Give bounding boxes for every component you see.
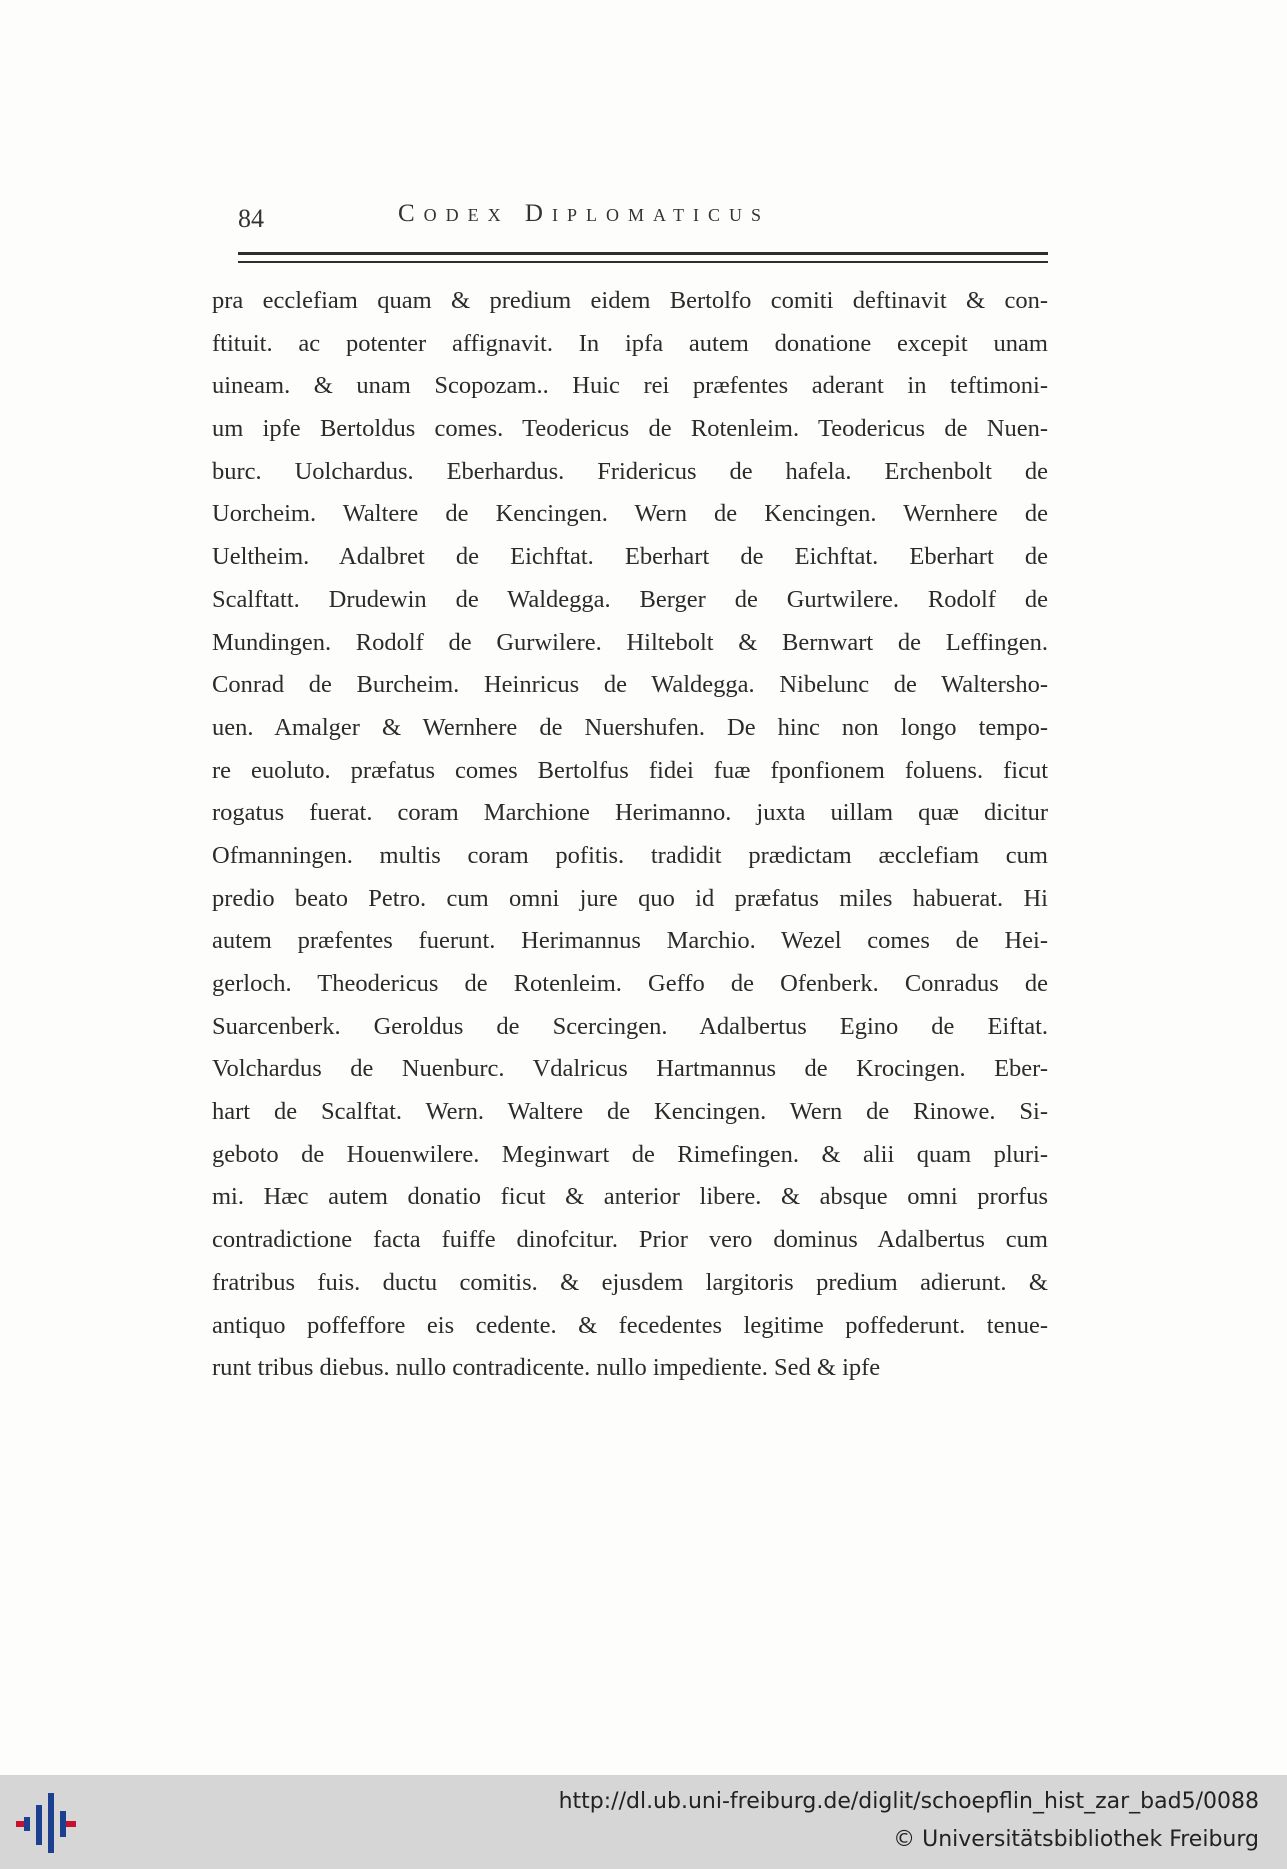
text-line: Mundingen. Rodolf de Gurwilere. Hiltebolt & Bernwart de Leffingen. bbox=[212, 628, 1048, 656]
page-number: 84 bbox=[238, 204, 264, 233]
text-line: uen. Amalger & Wernhere de Nuershufen. De hinc non longo tempo- bbox=[212, 713, 1048, 741]
ub-freiburg-logo-icon[interactable] bbox=[16, 1793, 80, 1855]
text-line: contradictione facta fuiffe dinofcitur. Prior vero dominus Adalbertus cum bbox=[212, 1226, 1048, 1254]
header-double-rule bbox=[238, 252, 1048, 266]
text-line: geboto de Houenwilere. Meginwart de Rimefingen. & alii quam pluri- bbox=[212, 1140, 1048, 1168]
text-line: pra ecclefiam quam & predium eidem Bertolfo comiti deftinavit & con- bbox=[212, 287, 1048, 314]
header-rule-thin bbox=[238, 261, 1048, 263]
text-line: runt tribus diebus. nullo contradicente. nullo impediente. Sed & ipfe bbox=[212, 1354, 881, 1382]
page-header bbox=[238, 200, 1048, 240]
text-line: mi. Hæc autem donatio ficut & anterior libere. & absque omni prorfus bbox=[212, 1183, 1048, 1211]
viewer-footer bbox=[0, 1775, 1287, 1869]
text-line: uineam. & unam Scopozam.. Huic rei præfentes aderant in teftimoni- bbox=[212, 372, 1048, 400]
text-line: Conrad de Burcheim. Heinricus de Waldegga. Nibelunc de Waltersho- bbox=[212, 671, 1048, 699]
copyright-notice: © Universitätsbibliothek Freiburg bbox=[893, 1827, 1259, 1852]
text-line: Scalftatt. Drudewin de Waldegga. Berger de Gurtwilere. Rodolf de bbox=[212, 585, 1048, 613]
text-line: gerloch. Theodericus de Rotenleim. Geffo de Ofenberk. Conradus de bbox=[212, 970, 1048, 997]
text-line: ftituit. ac potenter affignavit. In ipfa autem donatione excepit unam bbox=[212, 329, 1048, 357]
text-line: Volchardus de Nuenburc. Vdalricus Hartmannus de Krocingen. Eber- bbox=[212, 1055, 1048, 1083]
header-rule-thick bbox=[238, 252, 1048, 255]
text-line: Ofmanningen. multis coram pofitis. tradidit prædictam æcclefiam cum bbox=[212, 841, 1048, 869]
text-line: re euoluto. præfatus comes Bertolfus fidei fuæ fponfionem foluens. ficut bbox=[212, 756, 1048, 784]
text-line: autem præfentes fuerunt. Herimannus Marchio. Wezel comes de Hei- bbox=[212, 927, 1048, 955]
text-line: Suarcenberk. Geroldus de Scercingen. Adalbertus Egino de Eiftat. bbox=[212, 1012, 1048, 1040]
text-line: hart de Scalftat. Wern. Waltere de Kencingen. Wern de Rinowe. Si- bbox=[212, 1098, 1048, 1126]
text-line: um ipfe Bertoldus comes. Teodericus de Rotenleim. Teodericus de Nuen- bbox=[212, 415, 1048, 443]
text-line: Uorcheim. Waltere de Kencingen. Wern de Kencingen. Wernhere de bbox=[212, 500, 1048, 528]
text-line: predio beato Petro. cum omni jure quo id præfatus miles habuerat. Hi bbox=[212, 884, 1048, 912]
text-line: burc. Uolchardus. Eberhardus. Fridericus de hafela. Erchenbolt de bbox=[212, 457, 1048, 485]
running-title: Codex Diplomaticus bbox=[398, 200, 770, 227]
text-line: Ueltheim. Adalbret de Eichftat. Eberhart de Eichftat. Eberhart de bbox=[212, 543, 1048, 571]
permalink-url[interactable]: http://dl.ub.uni-freiburg.de/diglit/schoepflin_hist_zar_bad5/0088 bbox=[558, 1789, 1259, 1814]
text-line: antiquo poffeffore eis cedente. & fecedentes legitime poffederunt. tenue- bbox=[212, 1311, 1048, 1339]
text-line: fratribus fuis. ductu comitis. & ejusdem largitoris predium adierunt. & bbox=[212, 1268, 1048, 1296]
text-line: rogatus fuerat. coram Marchione Herimanno. juxta uillam quæ dicitur bbox=[212, 799, 1048, 827]
body-text bbox=[212, 280, 1048, 1390]
